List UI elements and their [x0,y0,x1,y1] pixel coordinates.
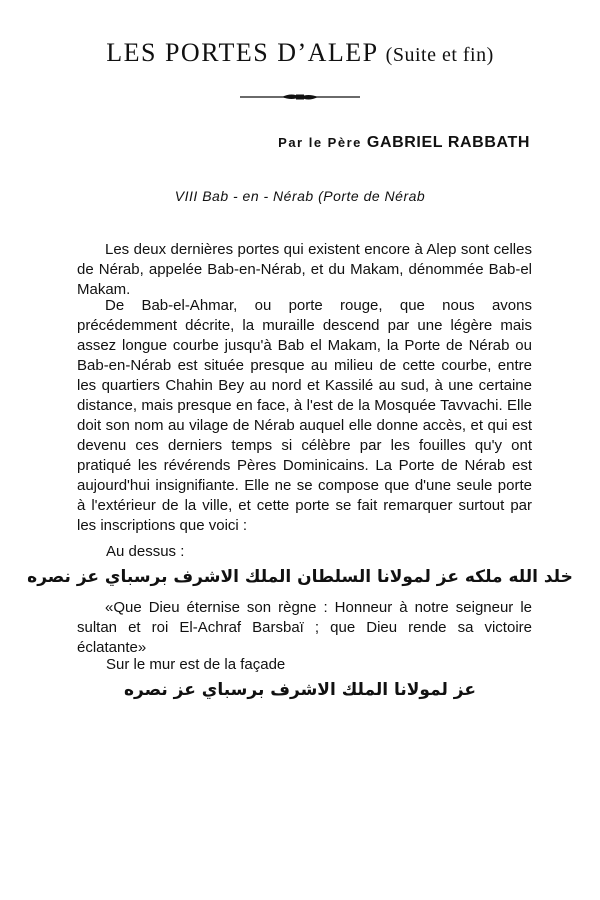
ornament-divider-icon [240,90,360,104]
title-subtitle: (Suite et fin) [385,44,494,66]
paragraph-description: De Bab-el-Ahmar, ou porte rouge, que nous avons précédemment décrite, la muraille descend par une légère mais assez longue courbe jusqu'à Bab el Makam, la Porte de Nérab ou Bab-en-Nérab est située presque au milieu de cette courbe, entre les quartiers Chahin Bey au nord et Kassilé au sud, à une certaine distance, mais presque en face, à l'est de la Mosquée Tavvachi. Elle doit son nom au vilage de Nérab auquel elle donne accès, et qui est devenu ces derniers temps si célèbre par les fouilles qu'y ont pratiqué les révérends Pères Dominicains. La Porte de Nérab est aujourd'hui insignifiante. Elle ne se compose que d'une seule porte à l'extérieur de la ville, et cette porte se fait remarquer surtout par les inscriptions que voici : [77,297,532,534]
page-title [0,38,600,68]
arabic-inscription-1: خلد الله ملكه عز لمولانا السلطان الملك الاشرف برسباي عز نصره [27,567,573,587]
arabic-inscription-2: عز لمولانا الملك الاشرف برسباي عز نصره [124,680,476,700]
above-label: Au dessus : [106,543,185,560]
title-main: LES PORTES D’ALEP [106,38,378,67]
section-heading: VIII Bab - en - Nérab (Porte de Nérab [174,188,426,204]
author-byline [278,134,530,152]
translation-quote: «Que Dieu éternise son règne : Honneur à notre seigneur le sultan et roi El-Achraf Barsbaï ; que Dieu rende sa victoire éclatante» [77,599,532,656]
wall-label: Sur le mur est de la façade [106,656,286,673]
paragraph-intro: Les deux dernières portes qui existent encore à Alep sont celles de Nérab, appelée Bab-en-Nérab, et du Makam, dénommée Bab-el Makam. [77,241,532,298]
byline-author: GABRIEL RABBATH [366,134,530,151]
byline-prefix: Par le Père [278,135,362,150]
